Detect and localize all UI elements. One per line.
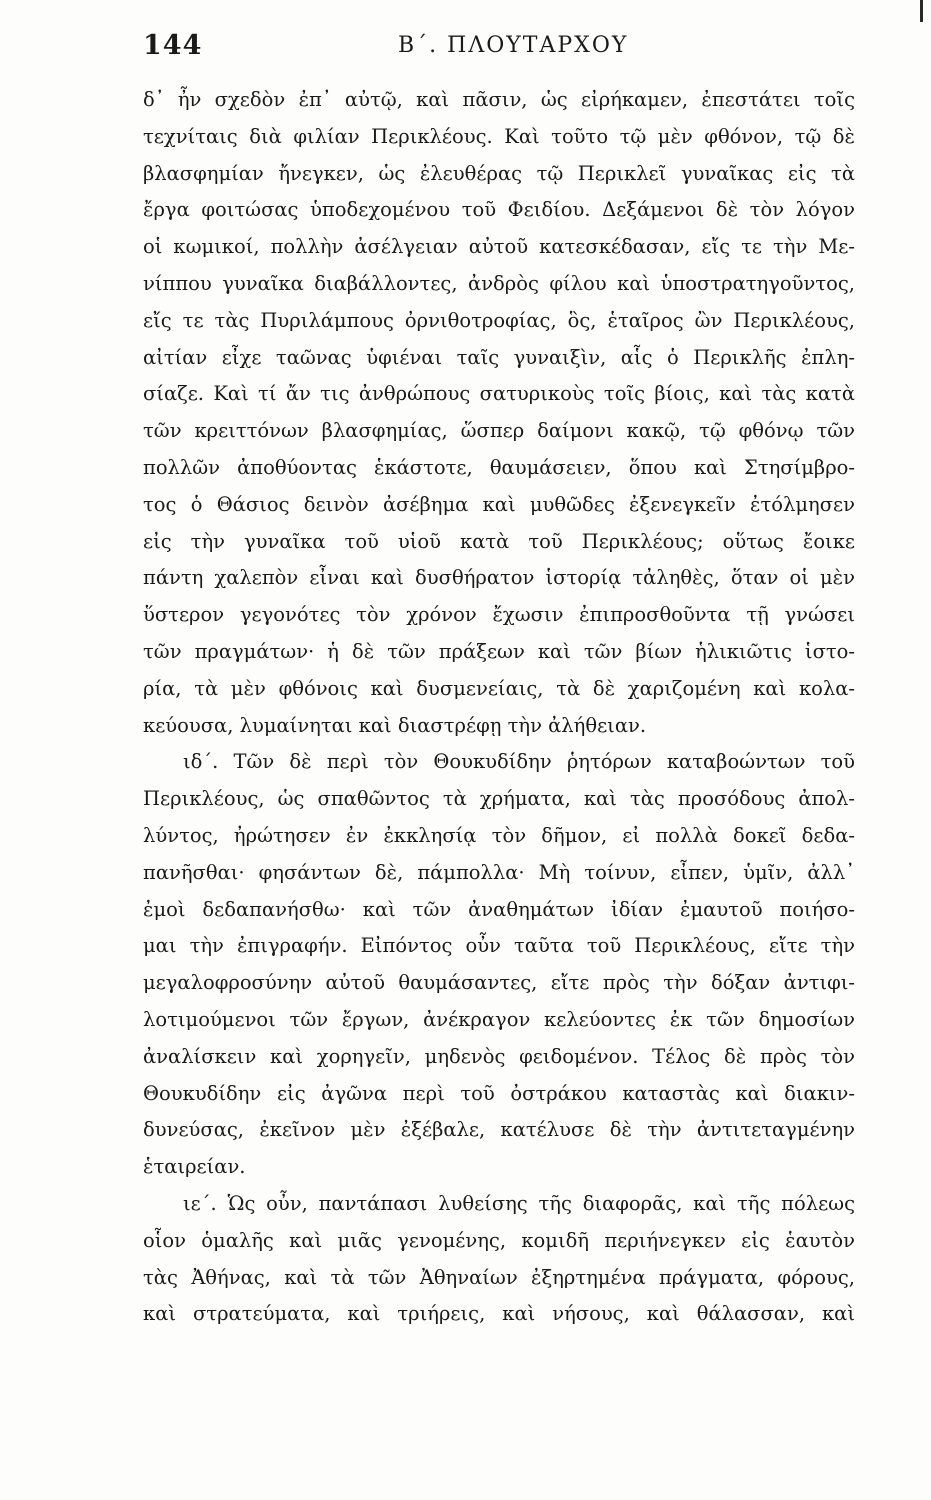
page-number: 144 xyxy=(143,30,203,61)
text-line: ἀναλίσκειν καὶ χορηγεῖν, μηδενὸς φειδομένον. Τέλος δὲ πρὸς τὸν xyxy=(143,1044,855,1068)
text-line: τεχνίταις διὰ φιλίαν Περικλέους. Καὶ τοῦτο τῷ μὲν φθόνον, τῷ δὲ xyxy=(143,124,855,148)
text-line: μαι τὴν ἐπιγραφήν. Εἰπόντος οὖν ταῦτα τοῦ Περικλέους, εἴτε τὴν xyxy=(143,934,855,958)
text-line: Θουκυδίδην εἰς ἀγῶνα περὶ τοῦ ὀστράκου καταστὰς καὶ διακιν- xyxy=(143,1081,855,1105)
text-line: ἑταιρείαν. xyxy=(143,1155,246,1179)
text-line: ρία, τὰ μὲν φθόνοις καὶ δυσμενείαις, τὰ δὲ χαριζομένη καὶ κολα- xyxy=(143,676,855,700)
text-line: τῶν κρειττόνων βλασφημίας, ὥσπερ δαίμονι κακῷ, τῷ φθόνῳ τῶν xyxy=(143,419,855,443)
text-line: καὶ στρατεύματα, καὶ τριήρεις, καὶ νήσους, καὶ θάλασσαν, καὶ xyxy=(143,1302,855,1326)
text-line: ὕστερον γεγονότες τὸν χρόνον ἔχωσιν ἐπιπροσθοῦντα τῇ γνώσει xyxy=(143,603,855,627)
text-line: τὰς Ἀθήνας, καὶ τὰ τῶν Ἀθηναίων ἐξηρτημένα πράγματα, φόρους, xyxy=(143,1265,855,1289)
text-line: λοτιμούμενοι τῶν ἔργων, ἀνέκραγον κελεύοντες ἐκ τῶν δημοσίων xyxy=(143,1007,855,1031)
body-text xyxy=(143,82,855,1333)
text-line: Περικλέους, ὡς σπαθῶντος τὰ χρήματα, καὶ τὰς προσόδους ἀπολ- xyxy=(143,787,855,811)
text-line: πολλῶν ἀποθύοντας ἑκάστοτε, θαυμάσειεν, ὅπου καὶ Στησίμβρο- xyxy=(143,455,855,479)
text-line: πάντη χαλεπὸν εἶναι καὶ δυσθήρατον ἱστορίᾳ τἀληθὲς, ὅταν οἱ μὲν xyxy=(143,566,855,590)
text-line: οἱ κωμικοί, πολλὴν ἀσέλγειαν αὐτοῦ κατεσκέδασαν, εἴς τε τὴν Με- xyxy=(143,235,855,259)
text-line: εἰς τὴν γυναῖκα τοῦ υἱοῦ κατὰ τοῦ Περικλέους; οὕτως ἔοικε xyxy=(143,529,855,553)
page-header xyxy=(143,30,855,70)
text-line: εἴς τε τὰς Πυριλάμπους ὀρνιθοτροφίας, ὃς, ἑταῖρος ὢν Περικλέους, xyxy=(143,308,855,332)
text-line: πανῆσθαι· φησάντων δὲ, πάμπολλα· Μὴ τοίνυν, εἶπεν, ὑμῖν, ἀλλ᾽ xyxy=(143,860,855,884)
text-line: δ᾽ ἦν σχεδὸν ἐπ᾽ αὐτῷ, καὶ πᾶσιν, ὡς εἰρήκαμεν, ἐπεστάτει τοῖς xyxy=(143,88,855,111)
text-line: αἰτίαν εἶχε ταῶνας ὑφιέναι ταῖς γυναιξὶν, αἷς ὁ Περικλῆς ἐπλη- xyxy=(143,345,855,369)
text-line: δυνεύσας, ἐκεῖνον μὲν ἐξέβαλε, κατέλυσε δὲ τὴν ἀντιτεταγμένην xyxy=(143,1118,855,1142)
text-line: τος ὁ Θάσιος δεινὸν ἀσέβημα καὶ μυθῶδες ἐξενεγκεῖν ἐτόλμησεν xyxy=(143,492,855,516)
section-start-line: ιδ΄. Τῶν δὲ περὶ τὸν Θουκυδίδην ῥητόρων καταβοώντων τοῦ xyxy=(183,750,855,774)
text-line: ἐμοὶ δεδαπανήσθω· καὶ τῶν ἀναθημάτων ἰδίαν ἐμαυτοῦ ποιήσο- xyxy=(143,897,855,921)
text-line: σίαζε. Καὶ τί ἄν τις ἀνθρώπους σατυρικοὺς τοῖς βίοις, καὶ τὰς κατὰ xyxy=(143,382,855,406)
text-line: τῶν πραγμάτων· ἡ δὲ τῶν πράξεων καὶ τῶν βίων ἡλικιῶτις ἱστο- xyxy=(143,639,855,663)
text-line: μεγαλοφροσύνην αὐτοῦ θαυμάσαντες, εἴτε πρὸς τὴν δόξαν ἀντιφι- xyxy=(143,971,855,995)
text-line: ἔργα φοιτώσας ὑποδεχομένου τοῦ Φειδίου. Δεξάμενοι δὲ τὸν λόγον xyxy=(143,198,855,222)
text-line: βλασφημίαν ἤνεγκεν, ὡς ἐλευθέρας τῷ Περικλεῖ γυναῖκας εἰς τὰ xyxy=(143,161,855,185)
text-line: νίππου γυναῖκα διαβάλλοντες, ἀνδρὸς φίλου καὶ ὑποστρατηγοῦντος, xyxy=(143,271,855,295)
text-line: κεύουσα, λυμαίνηται καὶ διαστρέφῃ τὴν ἀλήθειαν. xyxy=(143,713,647,737)
section-start-line: ιε΄. Ὡς οὖν, παντάπασι λυθείσης τῆς διαφορᾶς, καὶ τῆς πόλεως xyxy=(183,1191,855,1215)
text-line: οἷον ὁμαλῆς καὶ μιᾶς γενομένης, κομιδῆ περιήνεγκεν εἰς ἑαυτὸν xyxy=(143,1228,855,1252)
text-line: λύντος, ἠρώτησεν ἐν ἐκκλησίᾳ τὸν δῆμον, εἰ πολλὰ δοκεῖ δεδα- xyxy=(143,823,855,847)
running-title: Β΄. ΠΛΟΥΤΑΡΧΟΥ xyxy=(398,33,629,58)
page-edge-mark xyxy=(920,0,923,22)
